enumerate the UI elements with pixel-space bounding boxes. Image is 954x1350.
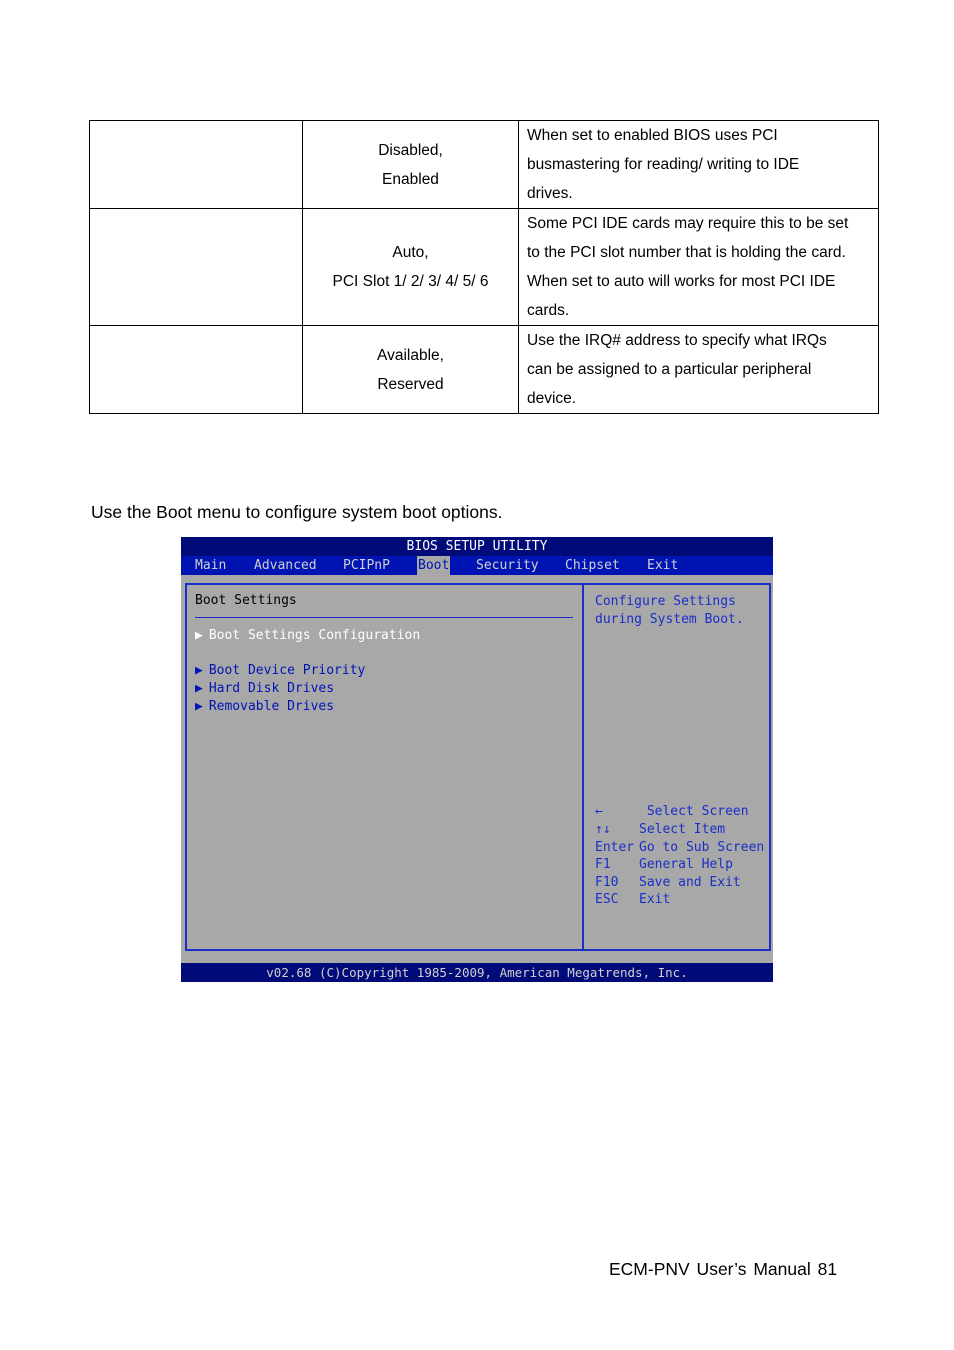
- option-value: PCI Slot 1/ 2/ 3/ 4/ 5/ 6: [332, 273, 489, 290]
- key-hint-row: [595, 875, 741, 890]
- options-cell: [303, 121, 519, 209]
- table-row: [90, 209, 879, 326]
- page-footer: ECM-PNV User’s Manual 81: [609, 1259, 838, 1279]
- key-hint-row: [595, 892, 670, 907]
- table-row: [90, 121, 879, 209]
- key-hint-row: [595, 804, 749, 819]
- menu-tab-exit[interactable]: Exit: [647, 558, 679, 573]
- description-cell: [519, 121, 879, 209]
- section-title: Boot Settings: [195, 593, 297, 608]
- menu-tab-security[interactable]: Security: [476, 558, 539, 573]
- submenu-arrow-icon: ▶: [195, 663, 203, 678]
- option-value: Enabled: [382, 170, 439, 188]
- key-hint-row: [595, 822, 725, 837]
- description-line: Use the IRQ# address to specify what IRQs: [527, 332, 827, 349]
- bios-screen: [181, 537, 773, 982]
- menu-tab-pcipnp[interactable]: PCIPnP: [343, 558, 390, 573]
- menu-item-removable-drives[interactable]: [195, 699, 334, 714]
- key-hint-row: [595, 840, 764, 855]
- section-divider: [195, 617, 573, 618]
- key-action: Select Screen: [639, 804, 749, 819]
- menu-item-label: Boot Device Priority: [208, 663, 366, 678]
- description-line: When set to enabled BIOS uses PCI: [527, 127, 778, 144]
- option-value: Auto,: [392, 244, 429, 261]
- key-label: ↑↓: [595, 822, 611, 837]
- option-value: Reserved: [377, 375, 444, 393]
- menu-item-boot-settings-configuration[interactable]: [195, 628, 420, 643]
- key-action: Select Item: [639, 822, 726, 837]
- bios-copyright-bar: v02.68 (C)Copyright 1985-2009, American Megatrends, Inc.: [181, 963, 773, 982]
- description-line: to the PCI slot number that is holding the card.: [527, 244, 846, 261]
- menu-tab-chipset[interactable]: Chipset: [565, 558, 620, 573]
- key-label: ESC: [595, 892, 619, 907]
- option-value: Available,: [377, 346, 444, 364]
- options-cell: [303, 326, 519, 414]
- key-label: Enter: [595, 840, 635, 855]
- menu-item-boot-device-priority[interactable]: [195, 663, 365, 678]
- key-action: Go to Sub Screen: [639, 840, 765, 855]
- menu-tab-boot[interactable]: Boot: [418, 558, 450, 573]
- menu-item-label: Removable Drives: [208, 699, 335, 714]
- help-line: during System Boot.: [595, 612, 744, 627]
- key-action: General Help: [639, 857, 733, 872]
- setting-name-cell: [90, 326, 303, 414]
- description-line: device.: [527, 390, 577, 407]
- submenu-arrow-icon: ▶: [195, 628, 203, 643]
- setting-name-cell: [90, 121, 303, 209]
- intro-paragraph: Use the Boot menu to configure system boot options.: [91, 502, 503, 522]
- submenu-arrow-icon: ▶: [195, 699, 203, 714]
- menu-tab-advanced[interactable]: Advanced: [254, 558, 317, 573]
- bios-menu-bar: [181, 556, 773, 575]
- description-line: Some PCI IDE cards may require this to be set: [527, 215, 849, 232]
- key-hint-row: [595, 857, 733, 872]
- bios-title: BIOS SETUP UTILITY: [181, 537, 773, 556]
- options-cell: [303, 209, 519, 326]
- menu-item-hard-disk-drives[interactable]: [195, 681, 334, 696]
- key-action: Exit: [639, 892, 671, 907]
- description-cell: [519, 209, 879, 326]
- submenu-arrow-icon: ▶: [195, 681, 203, 696]
- table-row: [90, 326, 879, 414]
- menu-item-label: Boot Settings Configuration: [208, 628, 421, 643]
- key-label: F1: [595, 857, 611, 872]
- description-line: busmastering for reading/ writing to IDE: [527, 156, 800, 173]
- setting-name-cell: [90, 209, 303, 326]
- description-line: When set to auto will works for most PCI IDE: [527, 273, 836, 290]
- menu-tab-main[interactable]: Main: [195, 558, 227, 573]
- description-line: drives.: [527, 185, 573, 202]
- help-line: Configure Settings: [595, 594, 736, 609]
- menu-item-label: Hard Disk Drives: [208, 681, 335, 696]
- description-line: cards.: [527, 302, 570, 319]
- description-line: can be assigned to a particular peripheral: [527, 361, 812, 378]
- description-cell: [519, 326, 879, 414]
- key-label: F10: [595, 875, 619, 890]
- option-value: Disabled,: [378, 141, 443, 159]
- options-table: [89, 120, 879, 414]
- key-label: ←: [595, 804, 603, 819]
- key-action: Save and Exit: [639, 875, 741, 890]
